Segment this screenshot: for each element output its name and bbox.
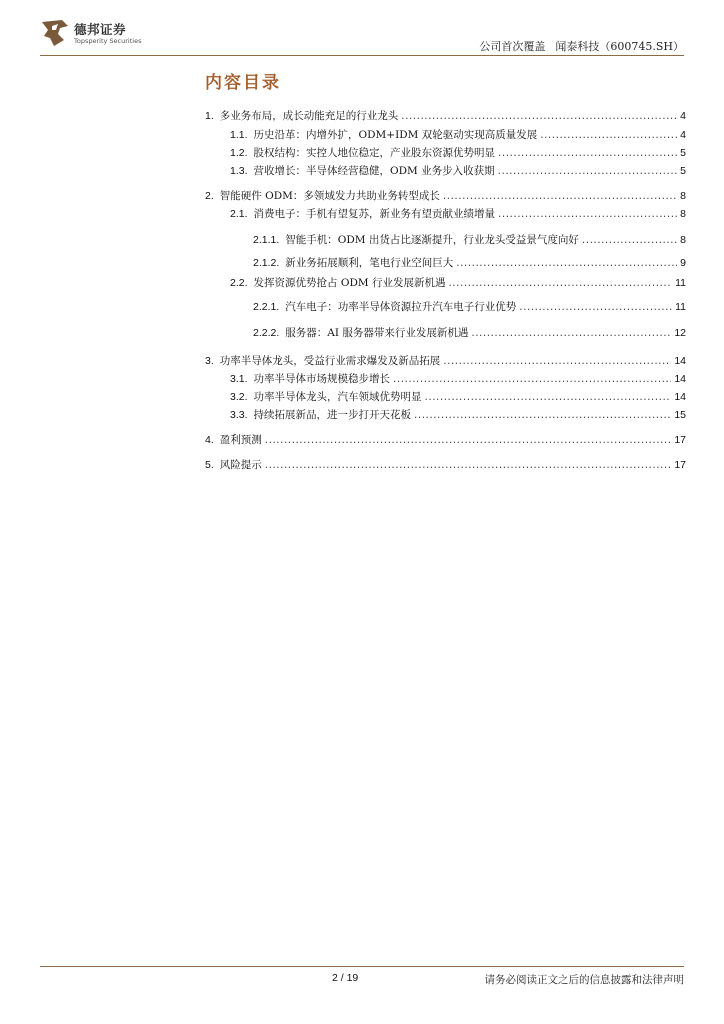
toc-entry-title: 营收增长：半导体经营稳健，ODM 业务步入收获期 bbox=[253, 165, 495, 177]
toc-entry[interactable] bbox=[230, 145, 686, 160]
toc-leader-dots bbox=[425, 391, 672, 403]
report-header bbox=[479, 38, 684, 54]
toc-entry-page: 11 bbox=[675, 277, 686, 289]
toc-entry[interactable] bbox=[205, 432, 686, 447]
toc-entry[interactable] bbox=[253, 255, 686, 270]
toc-entry-number: 2.1.2. bbox=[253, 257, 280, 269]
toc-entry-page: 4 bbox=[680, 110, 686, 122]
toc-entry-page: 17 bbox=[674, 459, 686, 471]
toc-entry[interactable] bbox=[205, 457, 686, 472]
toc-entry-title: 多业务布局，成长动能充足的行业龙头 bbox=[219, 110, 399, 122]
toc-leader-dots bbox=[540, 129, 677, 141]
toc-entry-number: 1.2. bbox=[230, 147, 248, 159]
toc-entry[interactable] bbox=[230, 275, 686, 290]
report-type: 公司首次覆盖 bbox=[479, 40, 546, 53]
toc-entry-title: 功率半导体龙头，受益行业需求爆发及新品拓展 bbox=[219, 355, 441, 367]
toc-leader-dots bbox=[443, 190, 677, 202]
toc-entry-page: 5 bbox=[680, 165, 686, 177]
toc-entry[interactable] bbox=[230, 127, 686, 142]
toc-entry-number: 2.1.1. bbox=[253, 234, 280, 246]
toc-entry-title: 消费电子：手机有望复苏，新业务有望贡献业绩增量 bbox=[253, 208, 496, 220]
toc-entry-page: 8 bbox=[680, 208, 686, 220]
toc-leader-dots bbox=[448, 277, 672, 289]
toc-leader-dots bbox=[498, 208, 677, 220]
toc-entry-number: 3.3. bbox=[230, 409, 248, 421]
toc-entry-page: 17 bbox=[674, 434, 686, 446]
toc-entry[interactable] bbox=[230, 389, 686, 404]
toc-entry[interactable] bbox=[205, 108, 686, 123]
toc-leader-dots bbox=[265, 459, 672, 471]
toc-entry-page: 4 bbox=[680, 129, 686, 141]
toc-leader-dots bbox=[498, 147, 677, 159]
brand-logo bbox=[40, 18, 180, 48]
toc-entry-number: 1. bbox=[205, 110, 214, 122]
toc-entry[interactable] bbox=[230, 206, 686, 221]
page-indicator: 2 / 19 bbox=[332, 972, 359, 984]
toc-entry-number: 3.2. bbox=[230, 391, 248, 403]
toc-leader-dots bbox=[443, 355, 671, 367]
toc-entry-title: 智能硬件 ODM：多领域发力共助业务转型成长 bbox=[219, 190, 440, 202]
toc-entry[interactable] bbox=[230, 163, 686, 178]
toc-entry-title: 功率半导体市场规模稳步增长 bbox=[253, 373, 391, 385]
header-divider bbox=[40, 55, 684, 56]
toc-entry-title: 历史沿革：内增外扩，ODM+IDM 双轮驱动实现高质量发展 bbox=[253, 129, 538, 141]
toc-entry-title: 持续拓展新品，进一步打开天花板 bbox=[253, 409, 412, 421]
toc-entry-number: 3.1. bbox=[230, 373, 248, 385]
toc-entry-page: 11 bbox=[675, 301, 686, 313]
toc-entry-title: 服务器：AI 服务器带来行业发展新机遇 bbox=[285, 327, 469, 339]
toc-entry[interactable] bbox=[205, 353, 686, 368]
toc-entry-title: 风险提示 bbox=[219, 459, 262, 471]
toc-leader-dots bbox=[456, 257, 677, 269]
toc-leader-dots bbox=[265, 434, 672, 446]
toc-leader-dots bbox=[582, 234, 677, 246]
toc-entry-number: 2.2.2. bbox=[253, 327, 280, 339]
disclaimer-note: 请务必阅读正文之后的信息披露和法律声明 bbox=[484, 974, 684, 986]
dragon-logo-icon bbox=[40, 18, 70, 48]
toc-entry-number: 5. bbox=[205, 459, 214, 471]
toc-entry-page: 9 bbox=[680, 257, 686, 269]
toc-entry[interactable] bbox=[253, 232, 686, 247]
toc-entry-page: 14 bbox=[674, 391, 686, 403]
toc-entry-number: 3. bbox=[205, 355, 214, 367]
toc-entry-number: 4. bbox=[205, 434, 214, 446]
toc-leader-dots bbox=[471, 327, 671, 339]
brand-name-en: Topsperity Securities bbox=[74, 37, 142, 45]
toc-entry-title: 盈利预测 bbox=[219, 434, 262, 446]
toc-leader-dots bbox=[519, 301, 672, 313]
toc-entry-number: 1.3. bbox=[230, 165, 248, 177]
toc-entry-title: 功率半导体龙头，汽车领域优势明显 bbox=[253, 391, 422, 403]
toc-entry-number: 2.2. bbox=[230, 277, 248, 289]
toc-leader-dots bbox=[498, 165, 678, 177]
toc-leader-dots bbox=[401, 110, 677, 122]
toc-entry-number: 2.2.1. bbox=[253, 301, 280, 313]
brand-name-cn: 德邦证券 bbox=[74, 22, 127, 37]
company-name: 闻泰科技（600745.SH） bbox=[555, 40, 684, 53]
toc-entry-number: 2.1. bbox=[230, 208, 248, 220]
toc-entry-page: 14 bbox=[674, 373, 686, 385]
toc-entry-title: 新业务拓展顺利，笔电行业空间巨大 bbox=[285, 257, 454, 269]
toc-entry-page: 12 bbox=[674, 327, 686, 339]
toc-leader-dots bbox=[393, 373, 671, 385]
toc-entry[interactable] bbox=[253, 299, 686, 314]
toc-entry[interactable] bbox=[230, 407, 686, 422]
toc-entry-page: 8 bbox=[680, 234, 686, 246]
toc-entry-page: 14 bbox=[674, 355, 686, 367]
toc-entry-title: 股权结构：实控人地位稳定，产业股东资源优势明显 bbox=[253, 147, 496, 159]
toc-entry-number: 2. bbox=[205, 190, 214, 202]
toc-entry-page: 5 bbox=[680, 147, 686, 159]
toc-leader-dots bbox=[414, 409, 671, 421]
footer-divider bbox=[40, 966, 684, 967]
toc-entry-title: 汽车电子：功率半导体资源拉升汽车电子行业优势 bbox=[285, 301, 517, 313]
toc-entry-page: 8 bbox=[680, 190, 686, 202]
toc-entry[interactable] bbox=[205, 188, 686, 203]
toc-entry-number: 1.1. bbox=[230, 129, 248, 141]
toc-title: 内容目录 bbox=[205, 73, 281, 93]
toc-entry-title: 智能手机：ODM 出货占比逐渐提升，行业龙头受益景气度向好 bbox=[285, 234, 579, 246]
toc-entry-title: 发挥资源优势抢占 ODM 行业发展新机遇 bbox=[253, 277, 446, 289]
toc-entry[interactable] bbox=[253, 325, 686, 340]
toc-entry-page: 15 bbox=[674, 409, 686, 421]
toc-entry[interactable] bbox=[230, 371, 686, 386]
